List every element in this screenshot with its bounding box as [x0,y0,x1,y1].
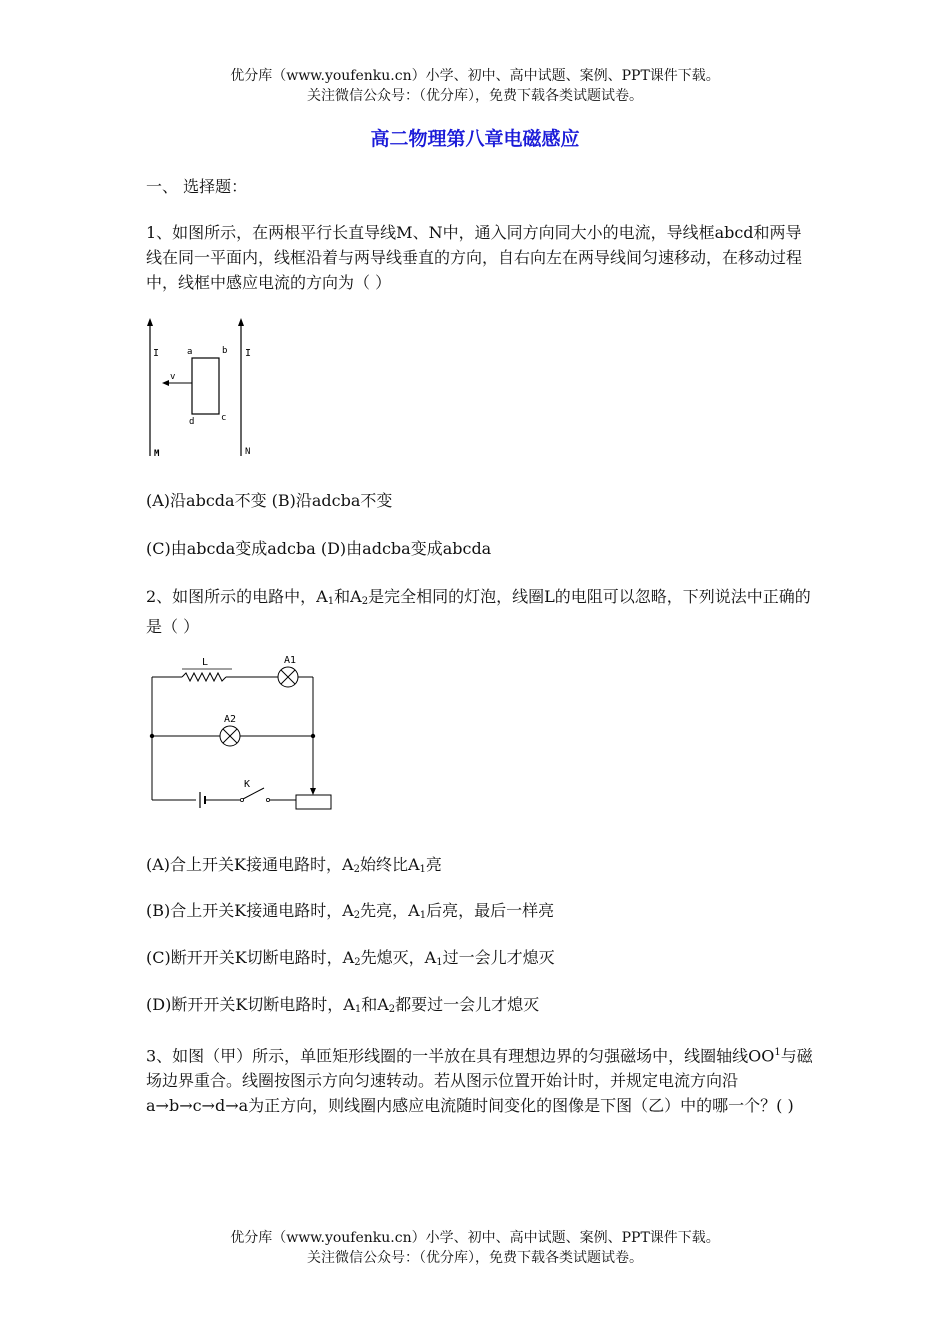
wire-m-arrow [147,318,153,326]
question-2-option-b: (B)合上开关K接通电路时，$A_2$先亮，$A_1$后亮，最后一样亮 [146,901,555,921]
figure-1-wires-frame [140,316,270,461]
label-v: v [170,372,176,382]
wire-n-arrow [238,318,244,326]
question-3-text: 3、如图（甲）所示，单匝矩形线圈的一半放在具有理想边界的匀强磁场中，线圈轴线$OO^1$与磁场边界重合。线圈按图示方向匀速转动。若从图示位置开始计时，并规定电流方向沿a→b→c→d→a为正方向，则线圈内感应电流随时间变化的图像是下图（乙）中的哪一个？( ) [146,1046,813,1116]
question-2-option-c: (C)断开开关K切断电路时，$A_2$先熄灭，$A_1$过一会儿才熄灭 [146,948,555,968]
page-title: 高二物理第八章电磁感应 [370,128,580,150]
label-a: a [187,347,193,357]
label-i-left: I [153,348,160,359]
label-k: K [244,779,251,790]
footer-line-1: 优分库（www.youfenku.cn）小学、初中、高中试题、案例、PPT课件下载。 [230,1230,720,1246]
section-heading: 一、 选择题： [146,177,248,196]
question-2-option-d: (D)断开开关K切断电路时，$A_1$和$A_2$都要过一会儿才熄灭 [146,995,540,1015]
wire-frame-abcd [192,358,219,414]
question-1-text: 1、如图所示，在两根平行长直导线M、N中，通入同方向同大小的电流，导线框abcd和两导线在同一平面内，线框沿着与两导线垂直的方向，自右向左在两导线间匀速移动，在移动过程中，线框中感应电流的方向为（ ） [146,223,803,292]
question-1-options-cd: (C)由abcda变成adcba (D)由adcba变成abcda [146,539,492,558]
figure-2-circuit [144,648,339,816]
rheostat [296,795,331,809]
label-a1: A1 [284,655,297,666]
label-d: d [189,417,195,427]
velocity-arrowhead [162,380,169,386]
label-n: N [245,447,251,457]
label-b: b [222,346,228,356]
question-2-option-a: (A)合上开关K接通电路时，$A_2$始终比$A_1$亮 [146,855,442,875]
label-a2: A2 [224,714,237,725]
footer-line-2: 关注微信公众号：（优分库），免费下载各类试题试卷。 [307,1250,643,1266]
label-c: c [221,413,227,423]
label-m: M [154,449,160,459]
label-i-right: I [245,348,252,359]
inductor-l [182,673,226,681]
question-1-options-ab: (A)沿abcda不变 (B)沿adcba不变 [146,491,393,510]
header-line-1: 优分库（www.youfenku.cn）小学、初中、高中试题、案例、PPT课件下载。 [230,68,720,84]
question-2-text: 2、如图所示的电路中，$A_1$和$A_2$是完全相同的灯泡，线圈L的电阻可以忽略，下列说法中正确的是（ ） [146,587,811,636]
label-l: L [202,657,209,668]
header-line-2: 关注微信公众号：（优分库），免费下载各类试题试卷。 [307,88,643,104]
rheostat-slider-arrow [310,788,316,795]
